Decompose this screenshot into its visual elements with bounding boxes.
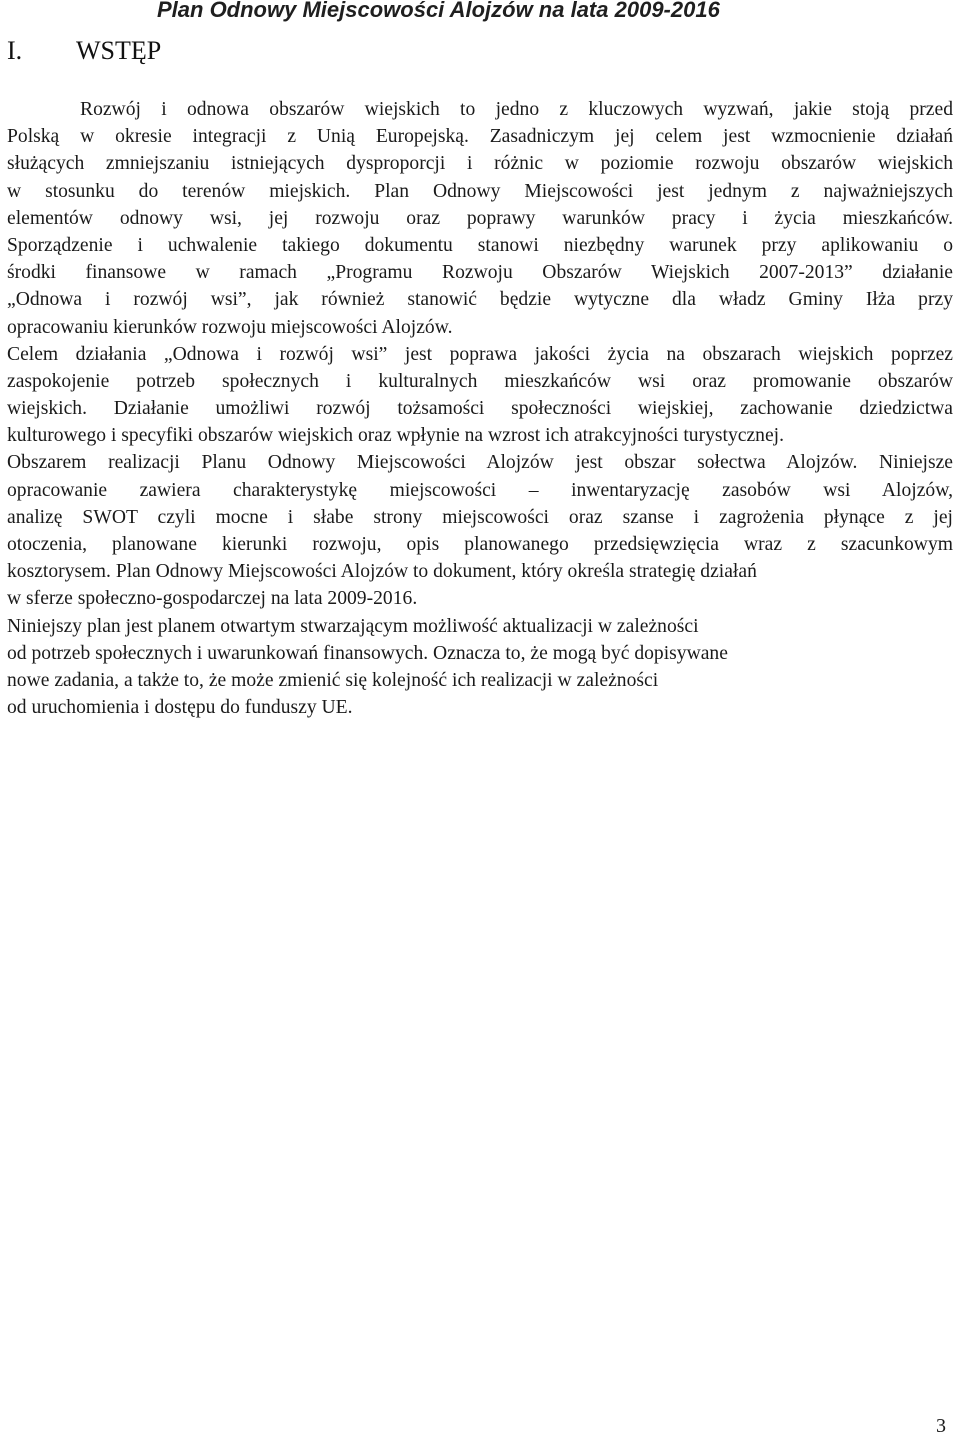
document-body xyxy=(7,96,953,721)
body-line: opracowanie zawiera charakterystykę miejscowości – inwentaryzację zasobów wsi Alojzów, xyxy=(7,479,953,501)
body-line: służących zmniejszaniu istniejących dysproporcji i różnic w poziomie rozwoju obszarów wiejskich xyxy=(7,153,953,175)
body-line: środki finansowe w ramach „Programu Rozwoju Obszarów Wiejskich 2007-2013” działanie xyxy=(7,262,953,284)
body-line: w stosunku do terenów miejskich. Plan Odnowy Miejscowości jest jednym z najważniejszych xyxy=(7,180,953,202)
body-line: od potrzeb społecznych i uwarunkowań finansowych. Oznacza to, że mogą być dopisywane xyxy=(7,642,728,664)
section-number: I. xyxy=(7,36,23,65)
body-line: zaspokojenie potrzeb społecznych i kulturalnych mieszkańców wsi oraz promowanie obszarów xyxy=(7,370,953,392)
body-line: Polską w okresie integracji z Unią Europejską. Zasadniczym jej celem jest wzmocnienie działań xyxy=(7,126,953,148)
body-line: „Odnowa i rozwój wsi”, jak również stanowić będzie wytyczne dla władz Gminy Iłża przy xyxy=(7,289,953,311)
page-number: 3 xyxy=(936,1415,946,1437)
body-line: otoczenia, planowane kierunki rozwoju, opis planowanego przedsięwzięcia wraz z szacunkowym xyxy=(7,534,953,555)
body-line: Obszarem realizacji Planu Odnowy Miejscowości Alojzów jest obszar sołectwa Alojzów. Niniejsze xyxy=(7,452,953,474)
body-line: analizę SWOT czyli mocne i słabe strony miejscowości oraz szanse i zagrożenia płynące z jej xyxy=(7,506,953,528)
running-header-title: Plan Odnowy Miejscowości Alojzów na lata 2009-2016 xyxy=(157,0,720,22)
body-line: kulturowego i specyfiki obszarów wiejskich oraz wpłynie na wzrost ich atrakcyjności turystycznej. xyxy=(7,425,784,447)
body-line: elementów odnowy wsi, jej rozwoju oraz poprawy warunków pracy i życia mieszkańców. xyxy=(7,207,953,229)
body-line: Rozwój i odnowa obszarów wiejskich to jedno z kluczowych wyzwań, jakie stoją przed xyxy=(80,99,953,120)
body-line: Niniejszy plan jest planem otwartym stwarzającym możliwość aktualizacji w zależności xyxy=(7,615,699,637)
section-title: WSTĘP xyxy=(76,36,162,65)
body-line: wiejskich. Działanie umożliwi rozwój tożsamości społeczności wiejskiej, zachowanie dziedzictwa xyxy=(7,398,953,420)
section-heading xyxy=(7,34,161,68)
body-line: Celem działania „Odnowa i rozwój wsi” jest poprawa jakości życia na obszarach wiejskich poprzez xyxy=(7,343,953,365)
body-line: od uruchomienia i dostępu do funduszy UE. xyxy=(7,697,353,719)
body-line: w sferze społeczno-gospodarczej na lata 2009-2016. xyxy=(7,588,418,610)
body-line: opracowaniu kierunków rozwoju miejscowości Alojzów. xyxy=(7,316,453,338)
body-line: kosztorysem. Plan Odnowy Miejscowości Alojzów to dokument, który określa strategię działań xyxy=(7,561,757,583)
body-line: Sporządzenie i uchwalenie takiego dokumentu stanowi niezbędny warunek przy aplikowaniu o xyxy=(7,234,953,256)
body-line: nowe zadania, a także to, że może zmienić się kolejność ich realizacji w zależności xyxy=(7,669,659,691)
